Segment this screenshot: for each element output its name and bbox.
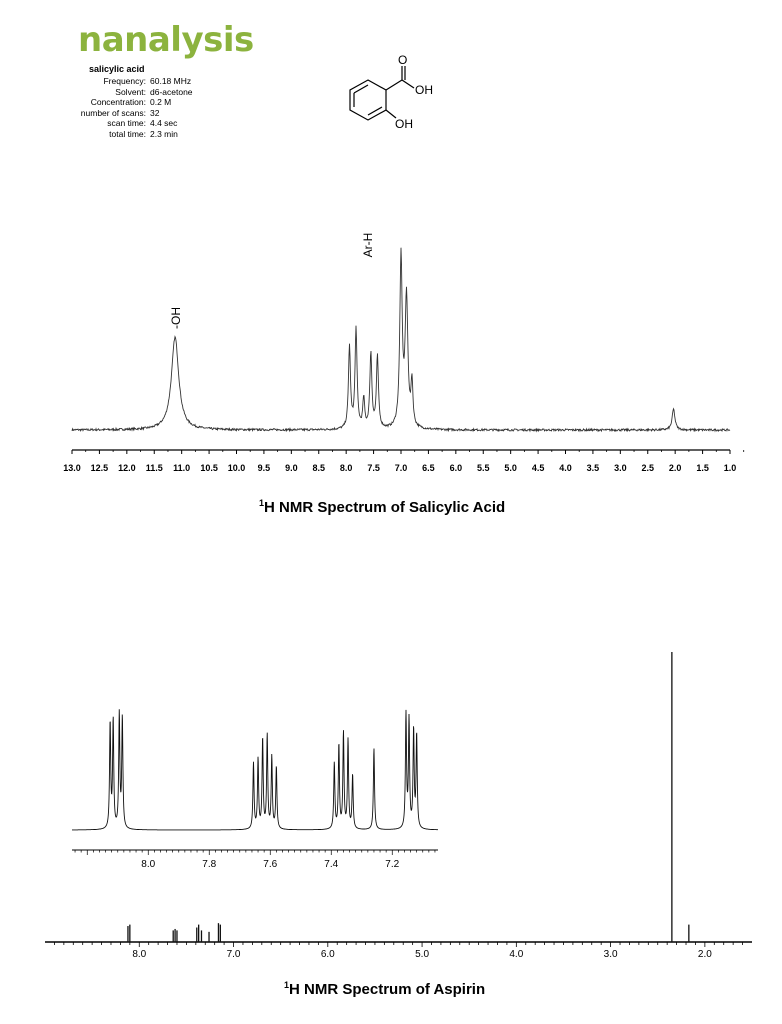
spectrum-trace — [72, 248, 730, 431]
brand-logo: nanalysis — [78, 20, 254, 60]
x-tick-label: 4.0 — [509, 949, 524, 960]
isotope-superscript: 1 — [284, 980, 290, 990]
peak-annotation: -OH — [169, 307, 184, 329]
x-tick-label: 5.5 — [476, 463, 490, 473]
x-tick-label: 2.5 — [641, 463, 655, 473]
x-tick-label: 4.5 — [531, 463, 545, 473]
parameter-label: total time: — [109, 128, 146, 139]
parameter-row — [60, 87, 193, 98]
x-tick-label: 8.0 — [132, 949, 147, 960]
aspirin-caption — [284, 980, 485, 998]
x-tick-label: 2.0 — [668, 463, 682, 473]
x-tick-label: 7.0 — [394, 463, 408, 473]
x-tick-label: 8.5 — [312, 463, 326, 473]
x-tick-label: 1.5 — [696, 463, 709, 473]
x-tick-label: 11.0 — [173, 463, 191, 473]
parameter-value: 60.18 MHz — [150, 76, 192, 86]
salicylic-acid-spectrum — [0, 200, 782, 500]
x-tick-label: 3.0 — [614, 463, 627, 473]
x-tick-label: 10.0 — [227, 463, 246, 473]
benzene-ring — [350, 80, 386, 120]
salicylic-acid-caption — [259, 498, 505, 516]
x-tick-label: 4.0 — [559, 463, 572, 473]
x-tick-label: 7.0 — [226, 949, 241, 960]
x-tick-label: 5.0 — [504, 463, 517, 473]
parameter-row — [60, 129, 193, 140]
parameter-row — [60, 118, 193, 129]
carboxyl-oh-label: OH — [415, 83, 433, 97]
parameter-label: Solvent: — [115, 86, 146, 97]
parameter-label: number of scans: — [80, 107, 146, 118]
x-tick-label: 6.0 — [449, 463, 463, 473]
x-tick-label: 6.5 — [422, 463, 435, 473]
parameter-row — [60, 97, 193, 108]
inset-trace — [72, 709, 438, 830]
inset-tick-label: 8.0 — [141, 859, 156, 870]
acquisition-parameters — [60, 76, 193, 139]
inset-tick-label: 7.2 — [385, 859, 400, 870]
x-tick-label: 3.5 — [586, 463, 600, 473]
carbonyl-oxygen-label: O — [398, 53, 408, 67]
parameter-value: 32 — [150, 107, 160, 118]
x-tick-label: 9.0 — [285, 463, 298, 473]
peak-annotation: Ar-H — [361, 232, 376, 258]
x-tick-label: 6.0 — [320, 949, 335, 960]
parameter-label: Frequency: — [103, 76, 146, 86]
parameter-row — [60, 76, 193, 87]
salicylic-acid-structure — [340, 52, 450, 142]
isotope-superscript: 1 — [259, 498, 265, 508]
x-tick-label: 7.5 — [367, 463, 380, 473]
x-tick-label: 1.0 — [723, 463, 737, 473]
parameter-value: 0.2 M — [150, 97, 172, 107]
sample-name: salicylic acid — [89, 64, 145, 74]
inset-tick-label: 7.6 — [263, 859, 278, 870]
x-tick-label: 12.5 — [90, 463, 109, 473]
parameter-value: 4.4 sec — [150, 118, 178, 128]
parameter-value: d6-acetone — [150, 86, 193, 97]
x-tick-label: 8.0 — [339, 463, 353, 473]
inset-tick-label: 7.4 — [324, 859, 339, 870]
parameter-label: Concentration: — [90, 97, 146, 107]
caption-text: H NMR Spectrum of Salicylic Acid — [264, 499, 506, 516]
x-tick-label: 5.0 — [415, 949, 430, 960]
phenol-oh-label: OH — [395, 117, 413, 131]
x-tick-label: 9.5 — [257, 463, 271, 473]
caption-text: H NMR Spectrum of Aspirin — [289, 981, 486, 998]
x-tick-label: 12.0 — [118, 463, 136, 473]
x-tick-label: 2.0 — [697, 949, 712, 960]
x-tick-label: 3.0 — [603, 949, 618, 960]
inset-tick-label: 7.8 — [202, 859, 217, 870]
parameter-row — [60, 108, 193, 119]
parameter-label: scan time: — [107, 118, 146, 128]
aspirin-spectrum — [0, 640, 782, 980]
x-tick-label: 11.5 — [145, 463, 163, 473]
x-tick-label: 13.0 — [63, 463, 81, 473]
x-tick-label: 10.5 — [200, 463, 218, 473]
carboxyl-bond — [386, 80, 402, 90]
parameter-value: 2.3 min — [150, 128, 178, 139]
